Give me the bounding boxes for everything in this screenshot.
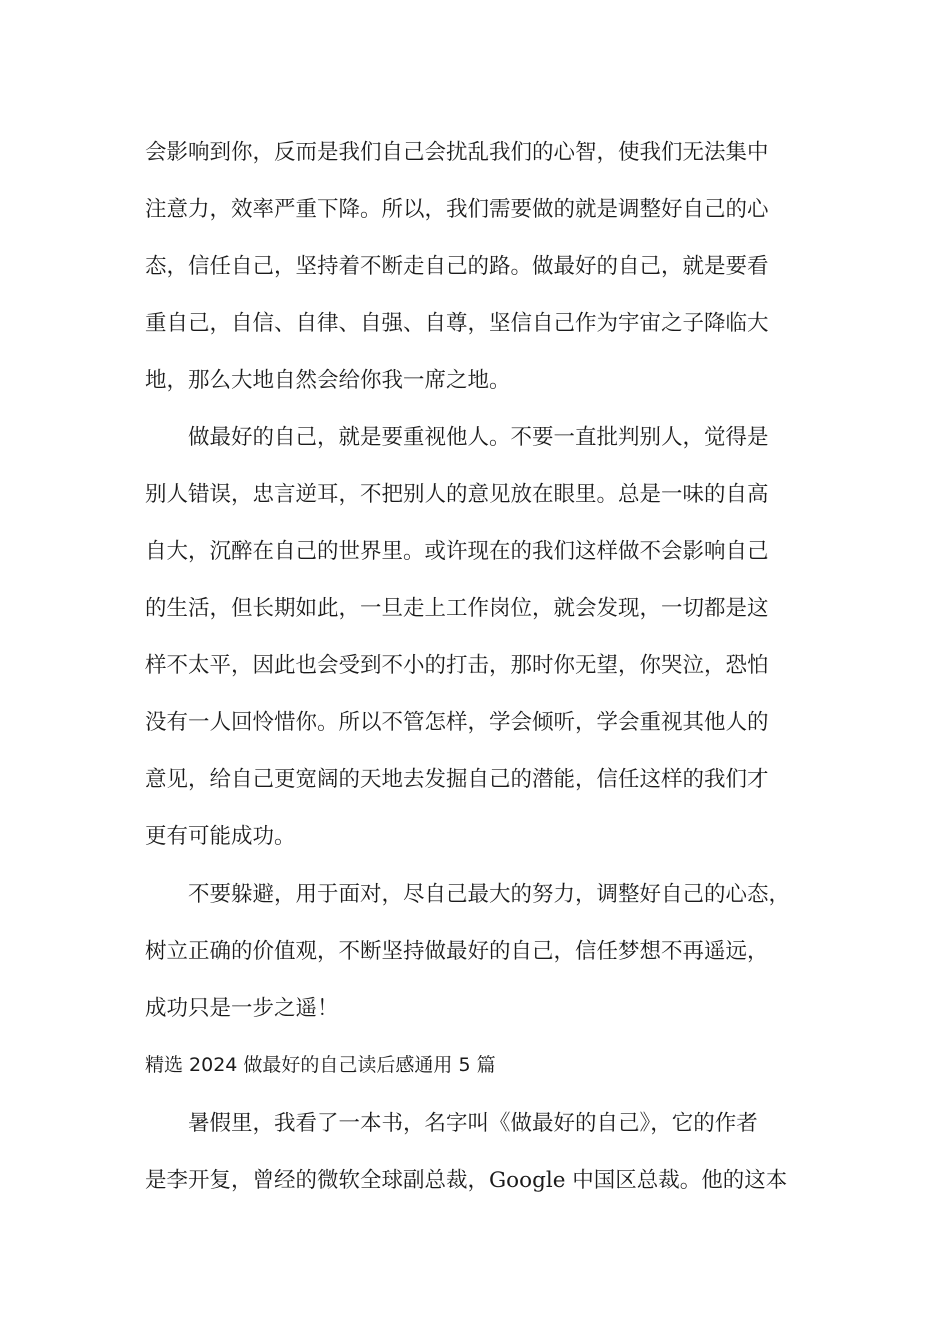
section-heading: 精选 2024 做最好的自己读后感通用 5 篇 [145,1054,496,1076]
paragraph-4 [145,1095,820,1209]
text-line: 会影响到你，反而是我们自己会扰乱我们的心智，使我们无法集中 [145,140,769,165]
text-line: 成功只是一步之遥！ [145,996,339,1021]
text-line: 更有可能成功。 [145,824,296,849]
text-line: 别人错误，忠言逆耳，不把别人的意见放在眼里。总是一味的自高 [145,482,769,507]
text-line: 重自己，自信、自律、自强、自尊，坚信自己作为宇宙之子降临大 [145,311,769,336]
text-line: 没有一人回怜惜你。所以不管怎样，学会倾听，学会重视其他人的 [145,710,769,735]
text-line: 态，信任自己，坚持着不断走自己的路。做最好的自己，就是要看 [145,254,769,279]
text-line: 的生活，但长期如此，一旦走上工作岗位，就会发现，一切都是这 [145,596,769,621]
text-line: 是李开复，曾经的微软全球副总裁，Google 中国区总裁。他的这本 [145,1168,788,1193]
text-line: 做最好的自己，就是要重视他人。不要一直批判别人，觉得是 [145,425,769,450]
text-line: 样不太平，因此也会受到不小的打击，那时你无望，你哭泣，恐怕 [145,653,769,678]
text-line: 树立正确的价值观，不断坚持做最好的自己，信任梦想不再遥远， [145,939,769,964]
paragraph-1 [145,124,820,409]
text-line: 自大，沉醉在自己的世界里。或许现在的我们这样做不会影响自己 [145,539,769,564]
text-line: 不要躲避，用于面对，尽自己最大的努力，调整好自己的心态， [145,882,791,907]
text-line: 注意力，效率严重下降。所以，我们需要做的就是调整好自己的心 [145,197,769,222]
paragraph-2 [145,409,820,865]
paragraph-3 [145,866,820,1037]
text-line: 意见，给自己更宽阔的天地去发掘自己的潜能，信任这样的我们才 [145,767,769,792]
text-line: 地，那么大地自然会给你我一席之地。 [145,368,511,393]
text-line: 暑假里，我看了一本书，名字叫《做最好的自己》，它的作者 [145,1111,758,1136]
